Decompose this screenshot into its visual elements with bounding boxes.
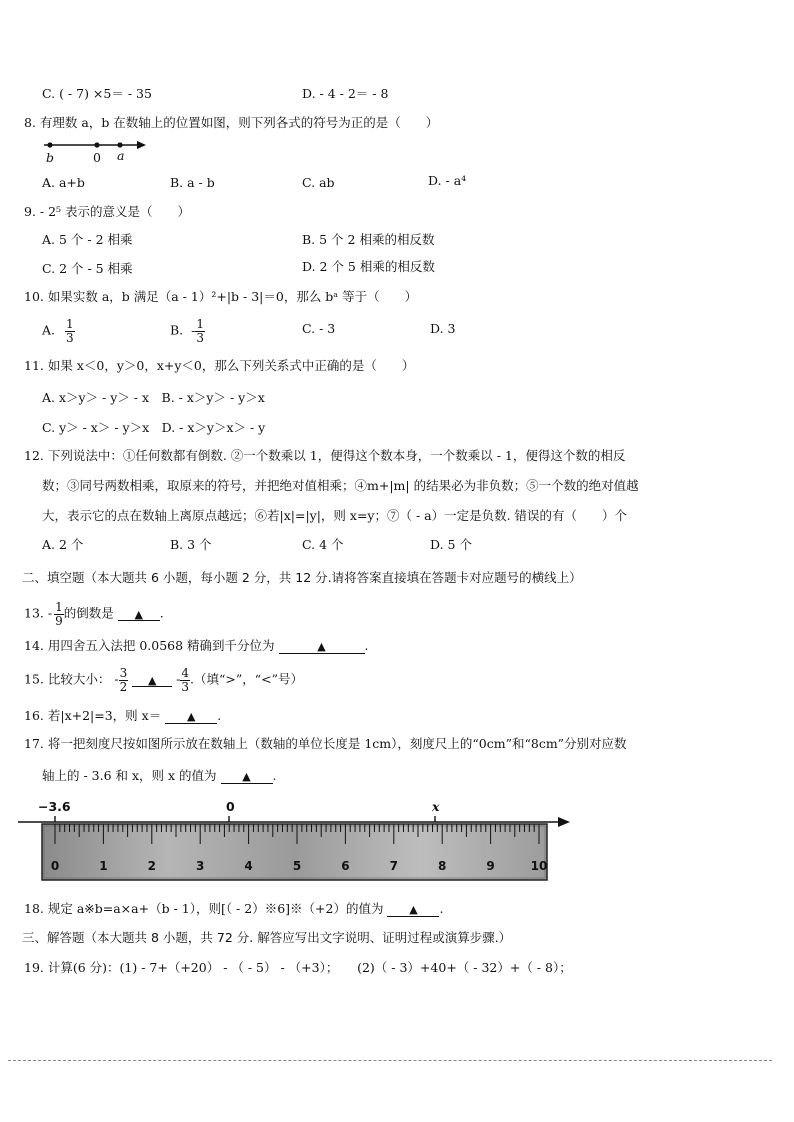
q10-option-d: D. 3	[430, 321, 456, 336]
answer-mark-icon: ▲	[147, 673, 157, 687]
q8-axis-label-a: a	[117, 148, 125, 163]
q9-option-c: C. 2 个 - 5 相乘	[42, 261, 133, 276]
q8-axis-label-zero: 0	[93, 150, 101, 165]
answer-mark-icon: ▲	[186, 710, 196, 723]
ruler-number: 9	[486, 859, 495, 873]
q17-ruler-figure	[18, 812, 578, 884]
q12-option-b: B. 3 个	[170, 537, 212, 552]
q8-option-b: B. a - b	[170, 175, 215, 190]
q8-option-a: A. a+b	[42, 175, 85, 190]
q10-option-c: C. - 3	[302, 321, 336, 336]
q7-option-d: D. - 4 - 2＝ - 8	[302, 86, 389, 101]
q10-option-b: B. - $\frac{1}{3}$	[170, 317, 205, 345]
q12-option-c: C. 4 个	[302, 537, 344, 552]
q11-options-ab: A. x＞y＞ - y＞ - x B. - x＞y＞ - y＞x	[42, 390, 265, 405]
q9-option-d: D. 2 个 5 相乘的相反数	[302, 259, 435, 274]
q11-options-cd: C. y＞ - x＞ - y＞x D. - x＞y＞x＞ - y	[42, 420, 266, 435]
answer-mark-icon: ▲	[134, 607, 143, 621]
ruler-number: 1	[99, 859, 108, 873]
q9-stem: 9. - 2⁵ 表示的意义是（ ）	[24, 204, 191, 219]
q10-option-a: A. $\frac{1}{3}$	[42, 317, 74, 345]
q11-stem: 11. 如果 x＜0，y＞0，x+y＜0，那么下列关系式中正确的是（ ）	[24, 358, 415, 373]
q12-option-a: A. 2 个	[42, 537, 84, 552]
q12-option-d: D. 5 个	[430, 537, 472, 552]
answer-mark-icon: ▲	[242, 770, 251, 783]
section-3-heading: 三、解答题（本大题共 8 小题，共 72 分. 解答应写出文字说明、证明过程或演算步骤.）	[22, 930, 512, 945]
q13: 13. - $\frac{1}{9}$ 的倒数是 ▲ .	[24, 600, 164, 628]
q14: 14. 用四舍五入法把 0.0568 精确到千分位为 ▲ .	[24, 638, 369, 653]
q15: 15. 比较大小： - $\frac{3}{2}$ ▲ - $\frac{4}{3}$ .（填“>”，“<”号）	[24, 666, 304, 694]
ruler-number: 8	[438, 859, 447, 873]
q12-line-2: 数；③同号两数相乘，取原来的符号，并把绝对值相乘；④m+|m| 的结果必为非负数；⑤一个数的绝对值越	[42, 478, 639, 493]
q18: 18. 规定 a※b=a×a+（b - 1），则[（ - 2）※6]※（+2）的值为 ▲ .	[24, 901, 444, 916]
q17-line-1: 17. 将一把刻度尺按如图所示放在数轴上（数轴的单位长度是 1cm），刻度尺上的“0cm”和“8cm”分别对应数	[24, 736, 627, 751]
q9-option-b: B. 5 个 2 相乘的相反数	[302, 232, 435, 247]
q17-axis-label-zero: 0	[226, 799, 235, 814]
q8-axis-label-b: b	[46, 150, 55, 165]
answer-mark-icon: ▲	[409, 903, 418, 916]
q10-stem: 10. 如果实数 a，b 满足（a - 1）²+|b - 3|＝0，那么 bᵃ 等于（ ）	[24, 289, 418, 304]
ruler-number: 3	[196, 859, 205, 873]
ruler-number: 4	[244, 859, 253, 873]
ruler-number: 7	[389, 859, 398, 873]
ruler-number: 0	[50, 859, 60, 873]
section-2-heading: 二、填空题（本大题共 6 小题，每小题 2 分，共 12 分.请将答案直接填在答题卡对应题号的横线上）	[22, 570, 582, 585]
q8-option-c: C. ab	[302, 175, 335, 190]
q16: 16. 若|x+2|=3，则 x＝ ▲ .	[24, 708, 222, 723]
ruler-number: 6	[341, 859, 350, 873]
q7-option-c: C. ( - 7) ×5＝ - 35	[42, 86, 152, 101]
ruler-number: 10	[530, 859, 548, 873]
q12-line-3: 大，表示它的点在数轴上离原点越远；⑥若|x|=|y|，则 x=y；⑦（ - a）一定是负数. 错误的有（ ）个	[42, 508, 628, 523]
answer-mark-icon: ▲	[317, 640, 326, 653]
q8-stem: 8. 有理数 a，b 在数轴上的位置如图，则下列各式的符号为正的是（ ）	[24, 115, 439, 130]
q19: 19. 计算(6 分)：(1) - 7+（+20） - （ - 5） - （+3）； (2)（ - 3）+40+（ - 32）+（ - 8）；	[24, 960, 572, 975]
q12-line-1: 12. 下列说法中：①任何数都有倒数. ②一个数乘以 1，便得这个数本身，一个数乘以 - 1，便得这个数的相反	[24, 448, 626, 463]
q8-option-d: D. - a⁴	[428, 173, 467, 188]
q9-option-a: A. 5 个 - 2 相乘	[42, 232, 133, 247]
q17-line-2: 轴上的 - 3.6 和 x，则 x 的值为 ▲ .	[42, 768, 277, 783]
page-bottom-rule	[8, 1060, 772, 1061]
q17-axis-label-minus-3-6: −3.6	[38, 799, 71, 814]
q17-axis-label-x: x	[432, 799, 440, 814]
ruler-number: 5	[292, 859, 302, 873]
ruler-number: 2	[147, 859, 156, 873]
